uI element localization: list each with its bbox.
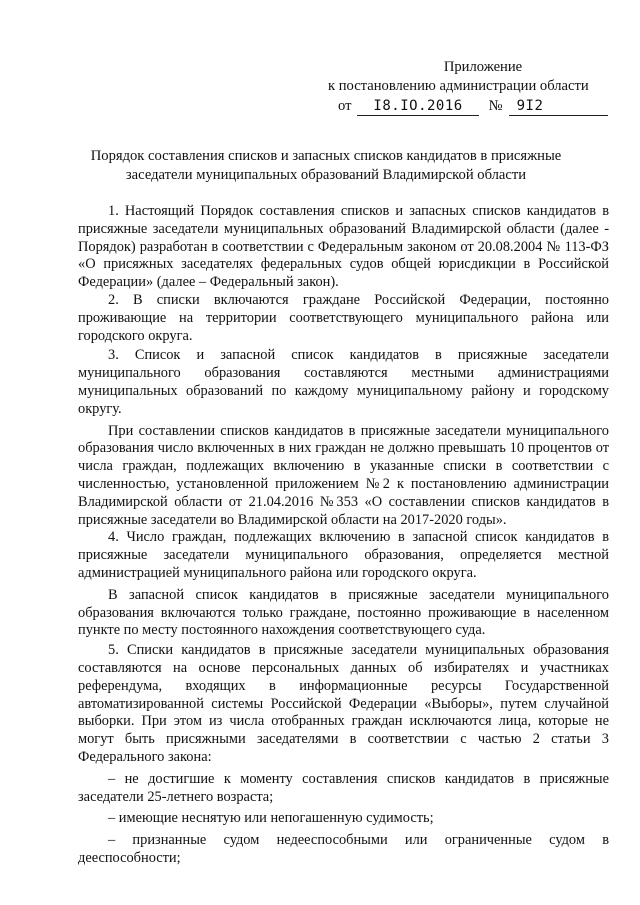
paragraph-4: 4. Число граждан, подлежащих включению в запасной список кандидатов в присяжные заседатели муниципального образования, определяется местной администрацией муниципального района или городского округа. (78, 529, 609, 581)
appendix-header (318, 58, 608, 116)
appendix-reference: к постановлению администрации области (328, 78, 589, 94)
list-item-criminal-record: – имеющие неснятую или непогашенную судимость; (108, 810, 434, 827)
number-prefix: № (488, 98, 503, 114)
list-item-incapacity: – признанные судом недееспособными или ограниченные судом в дееспособности; (78, 832, 609, 866)
appendix-label: Приложение (443, 59, 523, 75)
handwritten-number: 9I2 (509, 97, 608, 116)
handwritten-date: I8.IO.2016 (357, 97, 478, 116)
paragraph-3: 3. Список и запасной список кандидатов в присяжные заседатели муниципального образования составляются местными администрациями муниципальных образований по каждому муниципальному району и городскому округу. (78, 347, 609, 417)
appendix-date-number (338, 97, 608, 116)
document-body (78, 203, 609, 868)
list-item-age: – не достигшие к моменту составления списков кандидатов в присяжные заседатели 25-летнего возраста; (78, 770, 609, 805)
document-title: Порядок составления списков и запасных списков кандидатов в присяжные заседатели муниципальных образований Владимирской области (90, 148, 562, 183)
paragraph-3-continued: При составлении списков кандидатов в присяжные заседатели муниципального образования число включенных в них граждан не должно превышать 10 процентов от числа граждан, подлежащих включению в указанные списки в соответствии с численностью, установленной приложением №2 к постановлению администрации Владимирской области от 21.04.2016 №353 «О составлении списков кандидатов в присяжные заседатели во Владимирской области на 2017-2020 годы». (78, 422, 609, 528)
paragraph-2: 2. В списки включаются граждане Российской Федерации, постоянно проживающие на территории соответствующего муниципального района или городского округа. (78, 291, 609, 344)
paragraph-4-continued: В запасной список кандидатов в присяжные заседатели муниципального образования включаются только граждане, постоянно проживающие в населенном пункте по месту постоянного нахождения соответствующего суда. (78, 586, 609, 639)
paragraph-5: 5. Списки кандидатов в присяжные заседатели муниципальных образования составляются на основе персональных данных об избирателях и участниках референдума, входящих в информационные ресурсы Государственной автоматизированной системы Российской Федерации «Выборы», путем случайной выборки. При этом из числа отобранных граждан исключаются лица, которые не могут быть присяжными заседателями в соответствии с частью 2 статьи 3 Федерального закона: (78, 642, 609, 765)
date-prefix: от (338, 98, 352, 114)
paragraph-1: 1. Настоящий Порядок составления списков и запасных списков кандидатов в присяжные заседатели муниципальных образований Владимирской области (далее - Порядок) разработан в соответствии с Федеральным законом от 20.08.2004 № 113-ФЗ «О присяжных заседателях федеральных судов общей юрисдикции в Российской Федерации» (далее – Федеральный закон). (78, 203, 609, 291)
